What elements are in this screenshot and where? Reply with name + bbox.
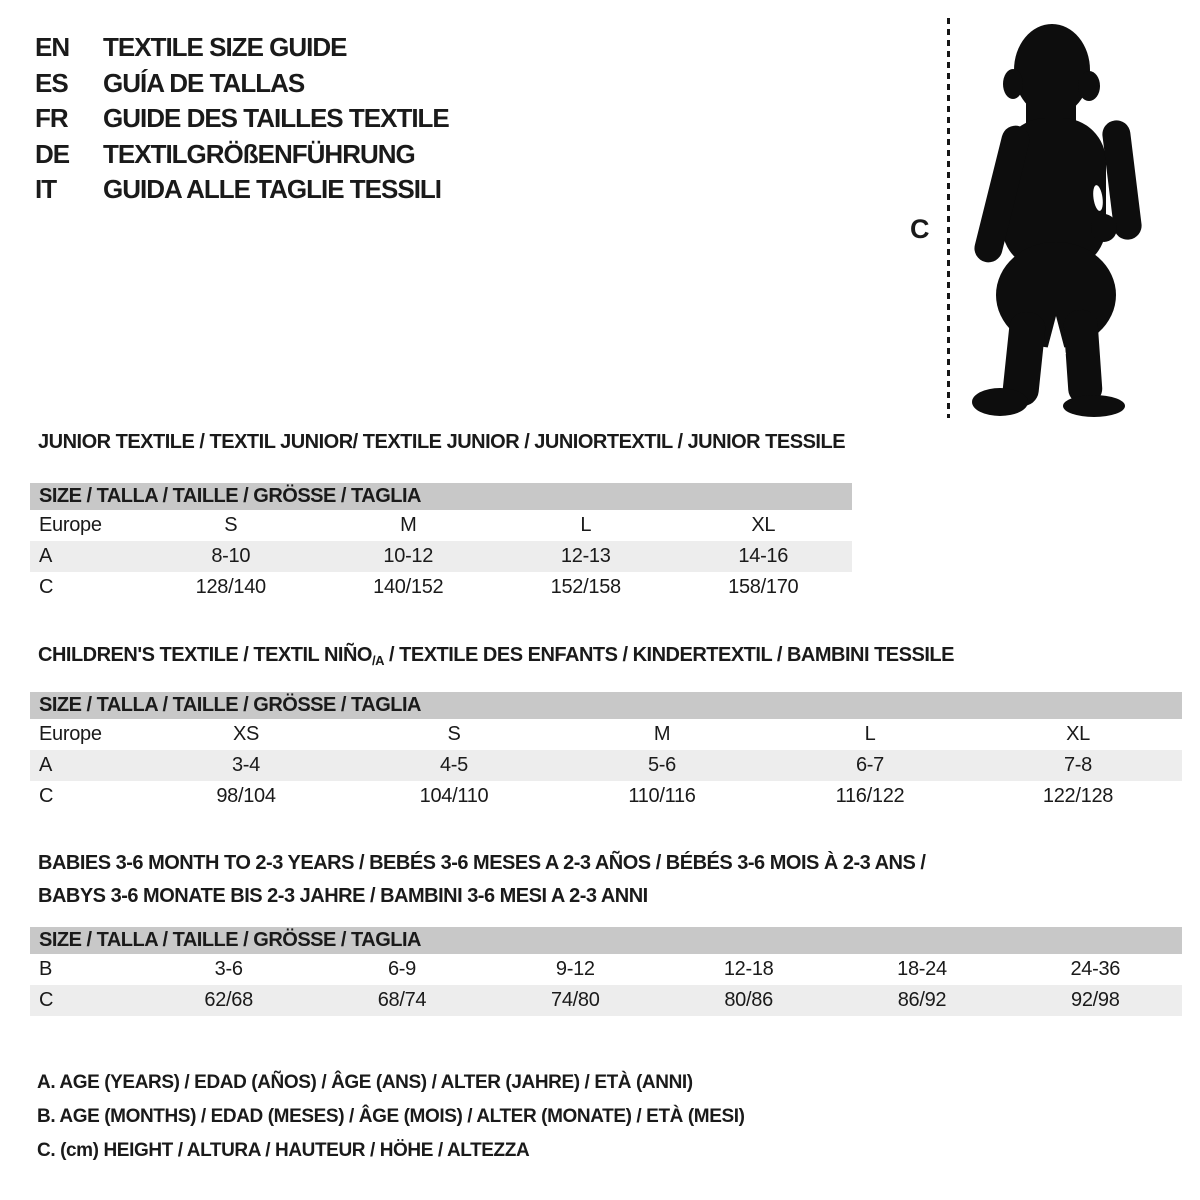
language-code: IT <box>35 174 57 205</box>
size-value-cell: 12-13 <box>560 545 611 567</box>
size-value-cell: 104/110 <box>419 785 489 807</box>
size-table-row <box>30 954 1182 985</box>
legend-item-age-years: A. AGE (YEARS) / EDAD (AÑOS) / ÂGE (ANS) / ALTER (JAHRE) / ETÀ (ANNI) <box>37 1072 693 1093</box>
size-value-cell: 140/152 <box>373 576 444 598</box>
language-title: TEXTILE SIZE GUIDE <box>103 32 347 63</box>
size-value-cell: 5-6 <box>647 754 676 776</box>
measurement-legend <box>37 1066 745 1168</box>
junior-size-table <box>30 483 852 603</box>
size-value-cell: S <box>447 723 461 745</box>
size-value-cell: 3-4 <box>231 754 260 776</box>
language-row <box>35 30 449 66</box>
row-label: C <box>39 989 54 1011</box>
size-table-row <box>30 541 852 572</box>
size-value-cell: XL <box>1066 723 1090 745</box>
babies-size-table <box>30 927 1182 1016</box>
size-table-header: SIZE / TALLA / TAILLE / GRÖSSE / TAGLIA <box>30 692 1182 719</box>
babies-section-title-line2: BABYS 3-6 MONATE BIS 2-3 JAHRE / BAMBINI 3-6 MESI A 2-3 ANNI <box>38 885 648 907</box>
language-row <box>35 137 449 173</box>
size-value-cell: 3-6 <box>214 958 243 980</box>
size-value-cell: 8-10 <box>211 545 251 567</box>
size-value-cell: 18-24 <box>897 958 947 980</box>
legend-item-height-cm: C. (cm) HEIGHT / ALTURA / HAUTEUR / HÖHE / ALTEZZA <box>37 1140 530 1161</box>
children-section-title <box>38 643 954 673</box>
size-table-row <box>30 719 1182 750</box>
size-value-cell: 92/98 <box>1071 989 1120 1011</box>
language-title: GUIDE DES TAILLES TEXTILE <box>103 103 449 134</box>
size-value-cell: S <box>224 514 238 536</box>
language-title: GUIDA ALLE TAGLIE TESSILI <box>103 174 442 205</box>
row-label: A <box>39 545 53 567</box>
children-title-text: CHILDREN'S TEXTILE / TEXTIL NIÑO <box>38 644 372 666</box>
size-value-cell: 12-18 <box>723 958 774 980</box>
size-value-cell: 86/92 <box>897 989 947 1011</box>
language-title-block <box>35 30 449 208</box>
size-value-cell: L <box>580 514 592 536</box>
size-value-cell: 122/128 <box>1042 785 1114 807</box>
size-value-cell: 152/158 <box>550 576 621 598</box>
size-value-cell: 110/116 <box>628 785 696 807</box>
size-table-row <box>30 985 1182 1016</box>
children-title-text: / TEXTILE DES ENFANTS / KINDERTEXTIL / BAMBINI TESSILE <box>383 644 954 666</box>
size-value-cell: 7-8 <box>1063 754 1092 776</box>
babies-section-title-line1: BABIES 3-6 MONTH TO 2-3 YEARS / BEBÉS 3-6 MESES A 2-3 AÑOS / BÉBÉS 3-6 MOIS À 2-3 ANS / <box>38 852 926 874</box>
height-measure-label: C <box>910 214 930 244</box>
children-title-subscript: /A <box>371 653 384 668</box>
junior-section-title: JUNIOR TEXTILE / TEXTIL JUNIOR/ TEXTILE JUNIOR / JUNIORTEXTIL / JUNIOR TESSILE <box>38 431 846 453</box>
size-value-cell: M <box>653 723 671 745</box>
language-row <box>35 172 449 208</box>
language-row <box>35 66 449 102</box>
size-value-cell: 128/140 <box>195 576 266 598</box>
row-label: C <box>39 576 54 598</box>
row-label: C <box>39 785 54 807</box>
size-value-cell: XL <box>751 514 776 536</box>
size-value-cell: 62/68 <box>204 989 253 1011</box>
size-table-row <box>30 510 852 541</box>
language-row <box>35 101 449 137</box>
row-label: Europe <box>39 723 102 745</box>
size-value-cell: 116/122 <box>835 785 905 807</box>
size-table-header: SIZE / TALLA / TAILLE / GRÖSSE / TAGLIA <box>30 483 852 510</box>
size-value-cell: XS <box>232 723 260 745</box>
size-value-cell: L <box>864 723 876 745</box>
language-title: GUÍA DE TALLAS <box>103 67 305 98</box>
size-value-cell: 6-7 <box>855 754 884 776</box>
size-value-cell: 24-36 <box>1070 958 1121 980</box>
size-value-cell: 6-9 <box>387 958 416 980</box>
language-code: FR <box>35 103 68 134</box>
size-table-row <box>30 781 1182 812</box>
size-value-cell: 10-12 <box>383 545 434 567</box>
size-value-cell: 14-16 <box>738 545 789 567</box>
language-code: EN <box>35 32 70 63</box>
row-label: Europe <box>39 514 102 536</box>
height-measure-dashed-line <box>947 18 950 418</box>
size-value-cell: 9-12 <box>555 958 595 980</box>
size-value-cell: 4-5 <box>439 754 468 776</box>
language-title: TEXTILGRÖßENFÜHRUNG <box>103 138 415 169</box>
size-table-header: SIZE / TALLA / TAILLE / GRÖSSE / TAGLIA <box>30 927 1182 954</box>
size-value-cell: 80/86 <box>724 989 773 1011</box>
size-value-cell: M <box>400 514 417 536</box>
row-label: A <box>39 754 53 776</box>
row-label: B <box>39 958 53 980</box>
language-code: ES <box>35 67 68 98</box>
size-value-cell: 158/170 <box>728 576 799 598</box>
size-value-cell: 98/104 <box>216 785 276 807</box>
legend-item-age-months: B. AGE (MONTHS) / EDAD (MESES) / ÂGE (MOIS) / ALTER (MONATE) / ETÀ (MESI) <box>37 1106 745 1127</box>
language-code: DE <box>35 138 70 169</box>
size-table-row <box>30 750 1182 781</box>
size-value-cell: 74/80 <box>551 989 600 1011</box>
toddler-silhouette-image <box>962 18 1142 418</box>
children-size-table <box>30 692 1182 812</box>
size-table-row <box>30 572 852 603</box>
size-value-cell: 68/74 <box>377 989 427 1011</box>
